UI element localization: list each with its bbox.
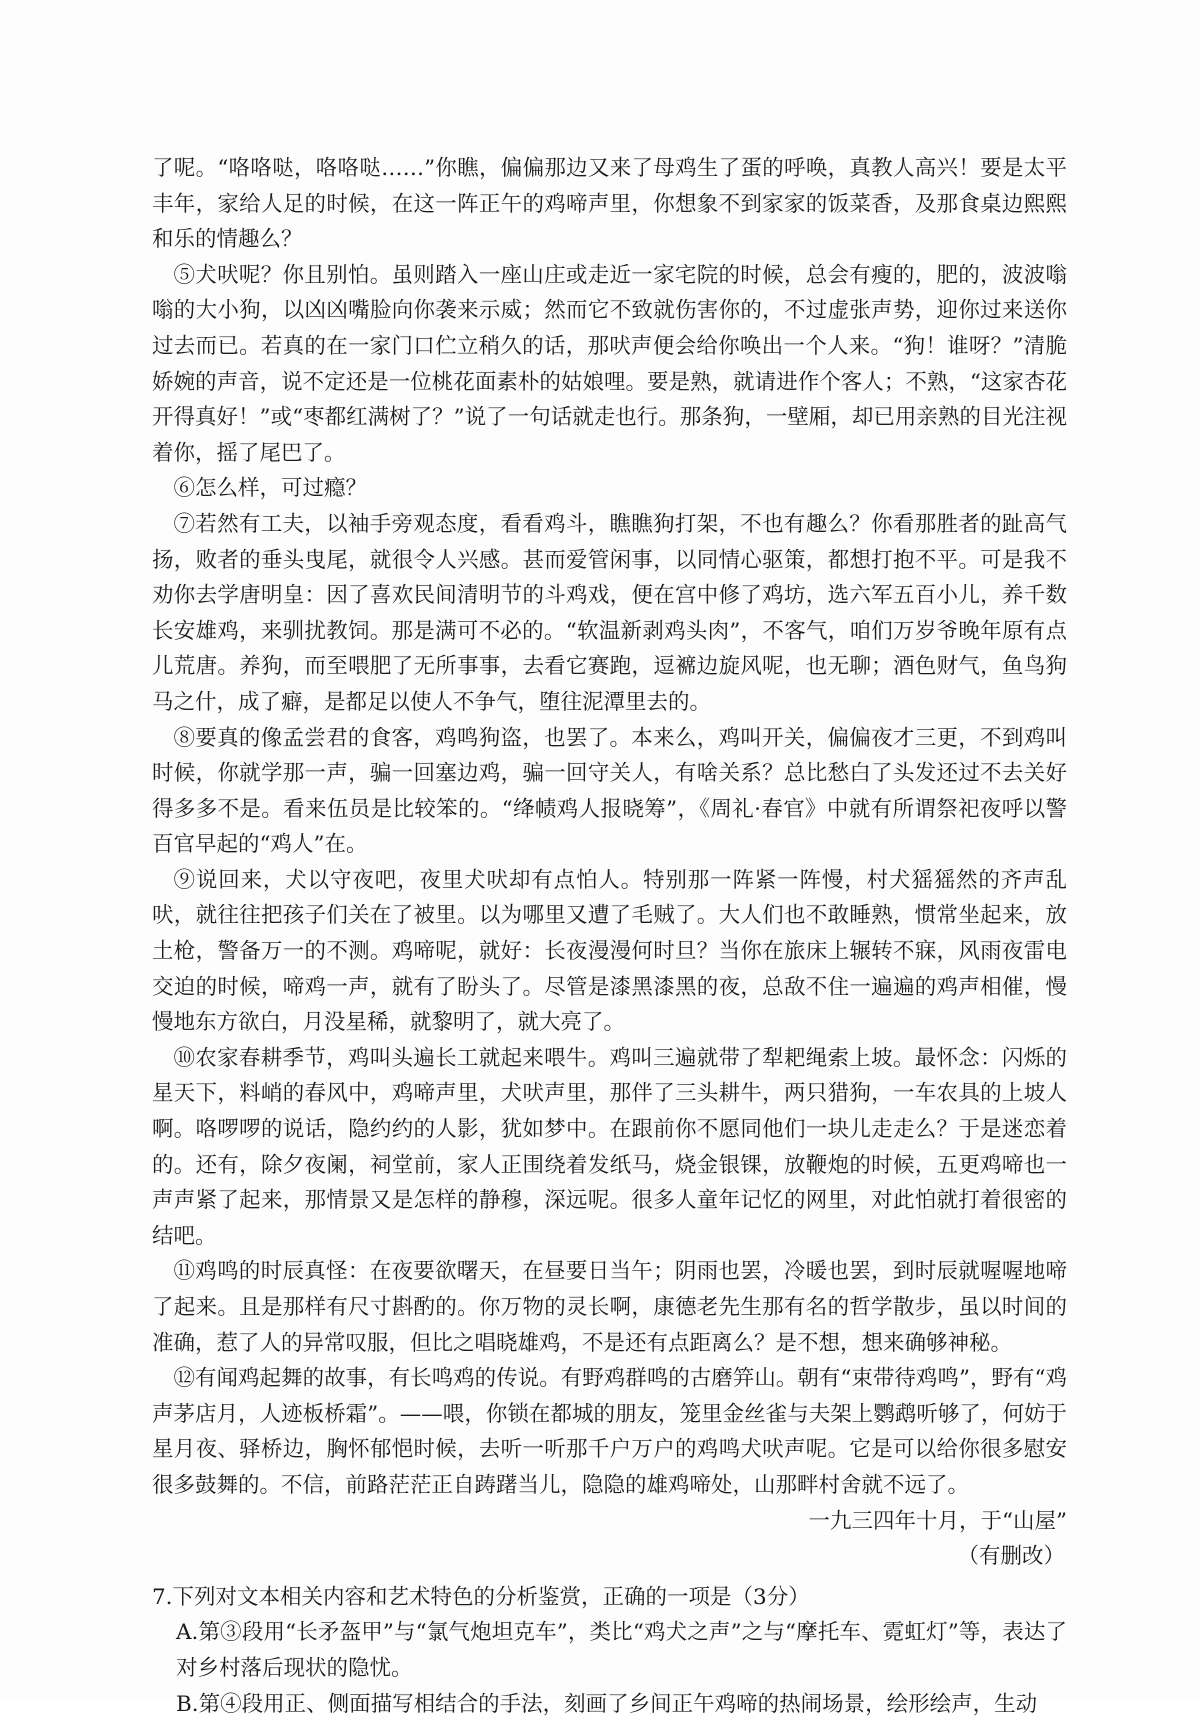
- date-signature: 一九三四年十月，于“山屋”: [808, 1508, 1067, 1534]
- paragraph-10: ⑩农家春耕季节，鸡叫头遍长工就起来喂牛。鸡叫三遍就带了犁耙绳索上坡。最怀念：闪烁的星天下，料峭的春风中，鸡啼声里，犬吠声里，那伴了三头耕牛，两只猎狗，一车农具的上坡人啊。咯啰啰的说话，隐约约的人影，犹如梦中。在跟前你不愿同他们一块儿走走么？于是迷恋着的。还有，除夕夜阑，祠堂前，家人正围绕着发纸马，烧金银锞，放鞭炮的时候，五更鸡啼也一声声紧了起来，那情景又是怎样的静穆，深远呢。很多人童年记忆的网里，对此怕就打着很密的结吧。: [152, 1045, 1067, 1249]
- paragraph-9: ⑨说回来，犬以守夜吧，夜里犬吠却有点怕人。特别那一阵紧一阵慢，村犬猺猺然的齐声乱吠，就往往把孩子们关在了被里。以为哪里又遭了毛贼了。大人们也不敢睡熟，惯常坐起来，放土枪，警备万一的不测。鸡啼呢，就好：长夜漫漫何时旦？当你在旅床上辗转不寐，风雨夜雷电交迫的时候，啼鸡一声，就有了盼头了。尽管是漆黑漆黑的夜，总敌不住一遍遍的鸡声相催，慢慢地东方欲白，月没星稀，就黎明了，就大亮了。: [152, 867, 1067, 1036]
- paragraph-6: ⑥怎么样，可过瘾？: [173, 476, 368, 502]
- question-7-option-b: B.第④段用正、侧面描写相结合的手法，刻画了乡间正午鸡啼的热闹场景，绘形绘声，生动: [176, 1691, 1038, 1717]
- paragraph-5: ⑤犬吠呢？你且别怕。虽则踏入一座山庄或走近一家宅院的时候，总会有瘦的，肥的，波波嗡嗡的大小狗，以凶凶嘴脸向你袭来示威；然而它不致就伤害你的，不过虚张声势，迎你过来送你过去而已。若真的在一家门口伫立稍久的话，那吠声便会给你唤出一个人来。“狗！谁呀？”清脆娇婉的声音，说不定还是一位桃花面素朴的姑娘哩。要是熟，就请进作个客人；不熟，“这家杏花开得真好！”或“枣都红满树了？”说了一句话就走也行。那条狗，一壁厢，却已用亲熟的目光注视着你，摇了尾巴了。: [152, 262, 1067, 466]
- paragraph-7: ⑦若然有工夫，以袖手旁观态度，看看鸡斗，瞧瞧狗打架，不也有趣么？你看那胜者的趾高气扬，败者的垂头曳尾，就很令人兴感。甚而爱管闲事，以同情心驱策，都想打抱不平。可是我不劝你去学唐明皇：因了喜欢民间清明节的斗鸡戏，便在宫中修了鸡坊，选六军五百小儿，养千数长安雄鸡，来驯扰教饲。那是满可不必的。“软温新剥鸡头肉”，不客气，咱们万岁爷晚年原有点儿荒唐。养狗，而至喂肥了无所事事，去看它赛跑，逗褯边旋风呢，也无聊；酒色财气，鱼鸟狗马之什，成了癖，是都足以使人不争气，堕往泥潭里去的。: [152, 511, 1067, 715]
- question-7-stem: 7.下列对文本相关内容和艺术特色的分析鉴赏，正确的一项是（3分）: [152, 1584, 810, 1610]
- reading-passage: [152, 151, 1067, 1722]
- abridged-note: （有删改）: [957, 1544, 1065, 1570]
- paragraph-12: ⑫有闻鸡起舞的故事，有长鸣鸡的传说。有野鸡群鸣的古磨笄山。朝有“束带待鸡鸣”，野有“鸡声茅店月，人迹板桥霜”。——喂，你锁在都城的朋友，笼里金丝雀与夫架上鹦鹉听够了，何妨于星月夜、驿桥边，胸怀郁悒时候，去听一听那千户万户的鸡鸣犬吠声呢。它是可以给你很多慰安很多鼓舞的。不信，前路茫茫正自踌躇当儿，隐隐的雄鸡啼处，山那畔村舍就不远了。: [152, 1366, 1067, 1498]
- paragraph-11: ⑪鸡鸣的时辰真怪：在夜要欲曙天，在昼要日当午；阴雨也罢，冷暖也罢，到时辰就喔喔地啼了起来。且是那样有尺寸斟酌的。你万物的灵长啊，康德老先生那有名的哲学散步，虽以时间的准确，惹了人的异常叹服，但比之唱晓雄鸡，不是还有点距离么？是不想，想来确够神秘。: [152, 1259, 1067, 1356]
- paragraph-8: ⑧要真的像孟尝君的食客，鸡鸣狗盗，也罢了。本来么，鸡叫开关，偏偏夜才三更，不到鸡叫时候，你就学那一声，骗一回塞边鸡，骗一回守关人，有啥关系？总比愁白了头发还过不去关好得多多不是。看来伍员是比较笨的。“绛帻鸡人报晓筹”，《周礼·春官》中就有所谓祭祀夜呼以警百官早起的“鸡人”在。: [152, 725, 1067, 858]
- paragraph-continued: 了呢。“咯咯哒，咯咯哒……”你瞧，偏偏那边又来了母鸡生了蛋的呼唤，真教人高兴！要是太平丰年，家给人足的时候，在这一阵正午的鸡啼声里，你想象不到家家的饭菜香，及那食桌边熙熙和乐的情趣么？: [152, 156, 1067, 253]
- question-7-option-a: A.第③段用“长矛盔甲”与“氯气炮坦克车”，类比“鸡犬之声”之与“摩托车、霓虹灯”等，表达了对乡村落后现状的隐忧。: [176, 1620, 1067, 1681]
